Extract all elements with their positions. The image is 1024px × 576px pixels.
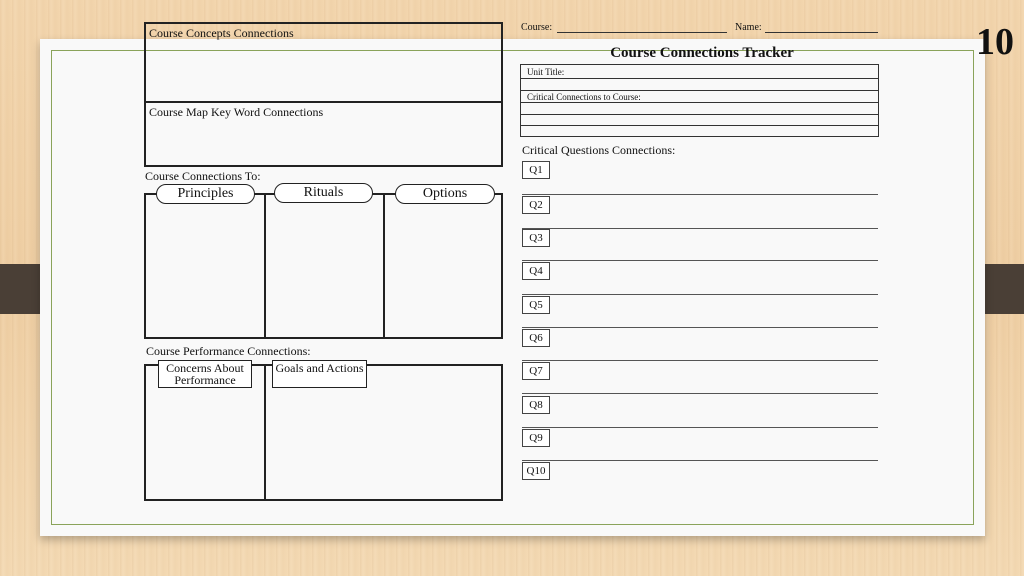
answer-line[interactable] <box>522 393 878 394</box>
answer-line[interactable] <box>522 228 878 229</box>
connections-grid <box>144 193 503 339</box>
unit-row-5[interactable] <box>521 115 878 126</box>
options-header: Options <box>395 184 495 204</box>
rituals-header: Rituals <box>274 183 373 203</box>
course-concepts-label: Course Concepts Connections <box>149 26 294 40</box>
name-field[interactable] <box>765 32 878 33</box>
connections-to-label: Course Connections To: <box>145 169 261 183</box>
options-cell[interactable] <box>385 203 501 337</box>
unit-title-row[interactable] <box>521 65 878 79</box>
question-box: Q10 <box>522 462 550 480</box>
performance-label: Course Performance Connections: <box>146 344 311 358</box>
critical-connections-row[interactable] <box>521 91 878 103</box>
principles-cell[interactable] <box>146 203 264 337</box>
concerns-cell[interactable] <box>146 390 264 499</box>
question-box: Q6 <box>522 329 550 347</box>
unit-title-label: Unit Title: <box>527 67 565 77</box>
question-box: Q8 <box>522 396 550 414</box>
question-box: Q9 <box>522 429 550 447</box>
critical-connections-label: Critical Connections to Course: <box>527 92 641 102</box>
answer-line[interactable] <box>522 294 878 295</box>
answer-line[interactable] <box>522 427 878 428</box>
goals-header: Goals and Actions <box>272 360 367 388</box>
question-box: Q3 <box>522 229 550 247</box>
course-concepts-box[interactable] <box>144 22 503 103</box>
course-map-keyword-box[interactable] <box>144 101 503 167</box>
question-box: Q4 <box>522 262 550 280</box>
answer-line[interactable] <box>522 327 878 328</box>
unit-row-4[interactable] <box>521 103 878 115</box>
unit-row-6[interactable] <box>521 126 878 136</box>
question-box: Q1 <box>522 161 550 179</box>
course-label: Course: <box>521 22 553 33</box>
unit-row-2[interactable] <box>521 79 878 91</box>
answer-line[interactable] <box>522 260 878 261</box>
answer-line[interactable] <box>522 194 878 195</box>
critical-questions-label: Critical Questions Connections: <box>522 143 676 157</box>
answer-line[interactable] <box>522 460 878 461</box>
answer-line[interactable] <box>522 360 878 361</box>
unit-table <box>520 64 879 137</box>
course-map-keyword-label: Course Map Key Word Connections <box>149 105 324 119</box>
page-number: 10 <box>976 21 1014 63</box>
page-title: Course Connections Tracker <box>610 45 794 61</box>
rituals-cell[interactable] <box>266 203 383 337</box>
course-field[interactable] <box>557 32 727 33</box>
question-box: Q7 <box>522 362 550 380</box>
concerns-header: Concerns About Performance <box>158 360 252 388</box>
question-box: Q5 <box>522 296 550 314</box>
question-box: Q2 <box>522 196 550 214</box>
goals-cell[interactable] <box>266 390 501 499</box>
principles-header: Principles <box>156 184 255 204</box>
name-label: Name: <box>735 22 762 33</box>
